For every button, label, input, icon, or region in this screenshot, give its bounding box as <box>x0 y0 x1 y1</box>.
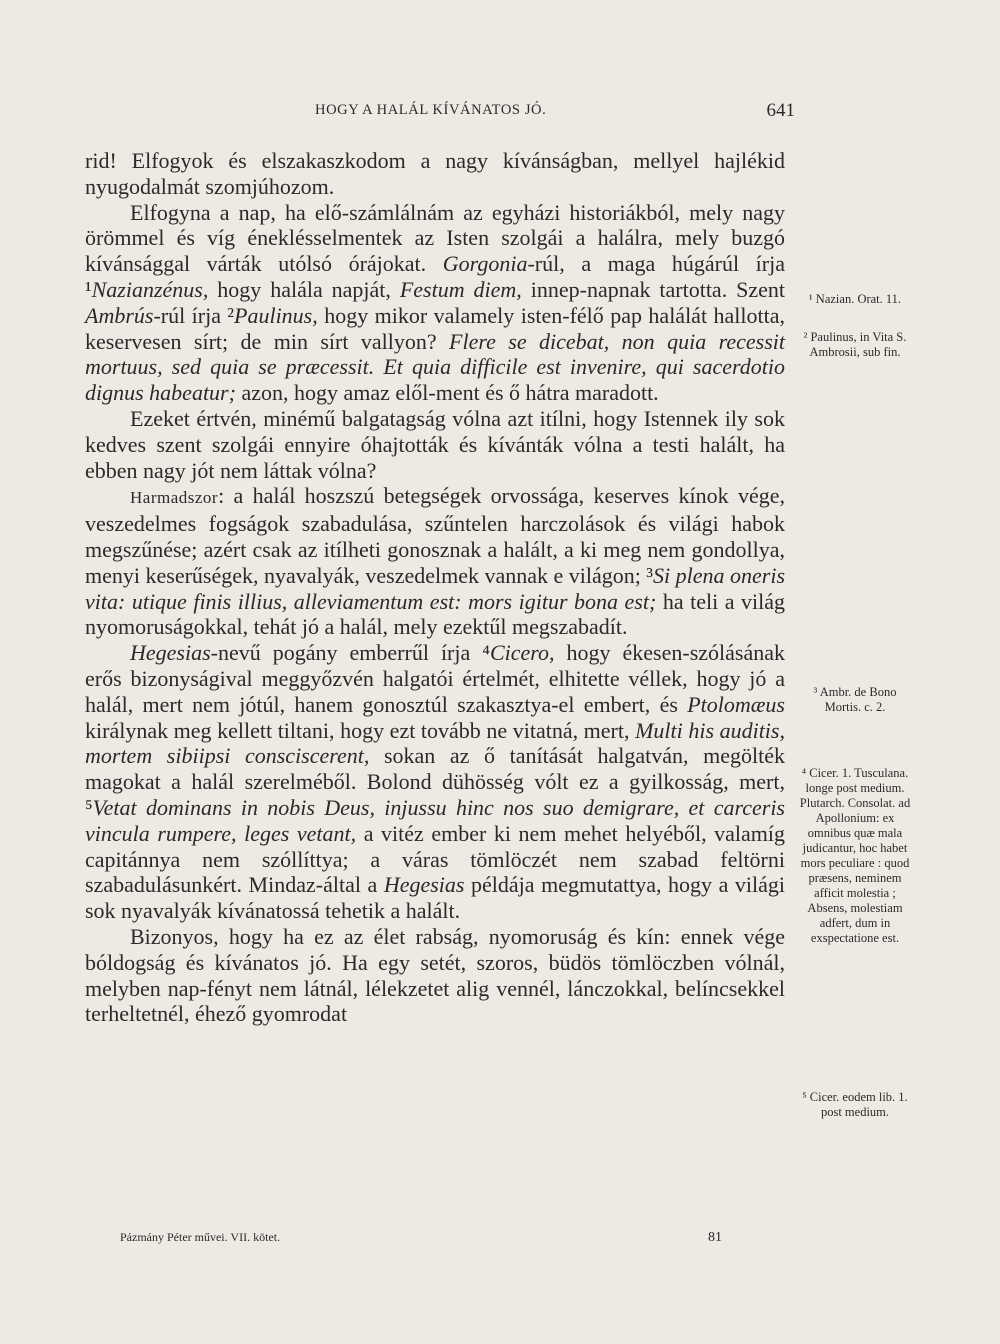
footer-credit: Pázmány Péter művei. VII. kötet. <box>120 1230 281 1244</box>
paragraph: Ezeket értvén, minémű balgatagság vólna azt itílni, hogy Istennek ily sok kedves szent szolgái ennyire óhajtották és kívánták vólna a testi halált, ha ebben nagy jót nem láttak vólna? <box>85 405 785 483</box>
page-number: 641 <box>766 100 795 121</box>
side-note: ³ Ambr. de Bono Mortis. c. 2. <box>813 685 897 714</box>
page-header <box>85 100 795 124</box>
side-note: ¹ Nazian. Orat. 11. <box>808 292 902 306</box>
paragraph: Elfogyna a nap, ha elő-számlálnám az egyházi historiákból, mely nagy örömmel és víg éneklésselmentek az Isten szolgái a halálra, mely buzgó kívánsággal várták utólsó órájokat. Gorgonia-rúl, a maga húgárúl írja ¹Nazianzénus, hogy halála napját, Festum diem, innep-napnak tartotta. Szent Ambrús-rúl írja ²Paulinus, hogy mikor valamely isten-félő pap halálát hallotta, keservesen sírt; de min sírt vallyon? Flere se dicebat, non quia recessit mortuus, sed quia se præcessit. Et quia difficile est invenire, qui sacerdotio dignus habeatur; azon, hogy amaz elől-ment és ő hátra maradott. <box>85 199 786 406</box>
side-note: ⁵ Cicer. eodem lib. 1. post medium. <box>802 1090 908 1119</box>
paragraph: rid! Elfogyok és elszakaszkodom a nagy kívánságban, mellyel hajlékid nyugodalmát szomjúhozom. <box>85 148 785 199</box>
body-text <box>85 148 785 1027</box>
side-note: ² Paulinus, in Vita S. Ambrosii, sub fin. <box>803 330 907 359</box>
paragraph: Bizonyos, hogy ha ez az élet rabság, nyomoruság és kín: ennek vége bóldogság és kívánatos jó. Ha egy setét, szoros, büdös tömlöczben vólnál, melyben nap-fényt nem látnál, lélekzetet alig vennél, lánczokkal, belíncsekkel terheltetnél, éhező gyomrodat <box>85 923 785 1027</box>
running-title: HOGY A HALÁL KÍVÁNATOS JÓ. <box>315 102 547 118</box>
signature-number: 81 <box>708 1230 722 1245</box>
paragraph: Hegesias-nevű pogány emberrűl írja ⁴Cicero, hogy ékesen-szólásának erős bizonyságival meggyőzvén halgatói értelmét, elhitette véllek, hogy jó a halál, mert nem jótúl, hanem gonosztúl szakasztya-el embert, és Ptolomæus királynak meg kellett tiltani, hogy ezt tovább ne vitatná, mert, Multi his auditis, mortem sibiipsi consciscerent, sokan az ő tanítását halgatván, megölték magokat a halál szerelméből. Bolond dühösség vólt ez a gyilkosság, mert, ⁵Vetat dominans in nobis Deus, injussu hinc nos suo demigrare, et carceris vincula rumpere, leges vetant, a vitéz ember ki nem mehet helyéből, valamíg capitánnya nem szóllíttya; a váras tömlöczét nem szabad feltörni szabadulásunkért. Mindaz-által a Hegesias példája megmutattya, hogy a világi sok nyavalyák kívánatossá tehetik a halált. <box>85 640 786 924</box>
paragraph: Harmadszor: a halál hoszszú betegségek orvossága, keserves kínok vége, veszedelmes fogságok szabadulása, szűntelen harczolások és világi habok megszűnése; azért csak az itílheti gonosznak a halált, a ki meg nem gondollya, menyi keserűségek, nyavalyák, veszedelmek vannak e világon; ³Si plena oneris vita: utique finis illius, alleviamentum est: mors igitur bona est; ha teli a világ nyomoruságokkal, tehát jó a halál, mely ezektűl megszabadít. <box>85 483 786 640</box>
side-note: ⁴ Cicer. 1. Tusculana. longe post medium. Plutarch. Consolat. ad Apollonium: ex omnibus quæ mala judicantur, hoc habet mors peculiare : quod præsens, neminem afficit molestia ; Absens, molestiam adfert, dum in exspectatione est. <box>799 766 911 945</box>
